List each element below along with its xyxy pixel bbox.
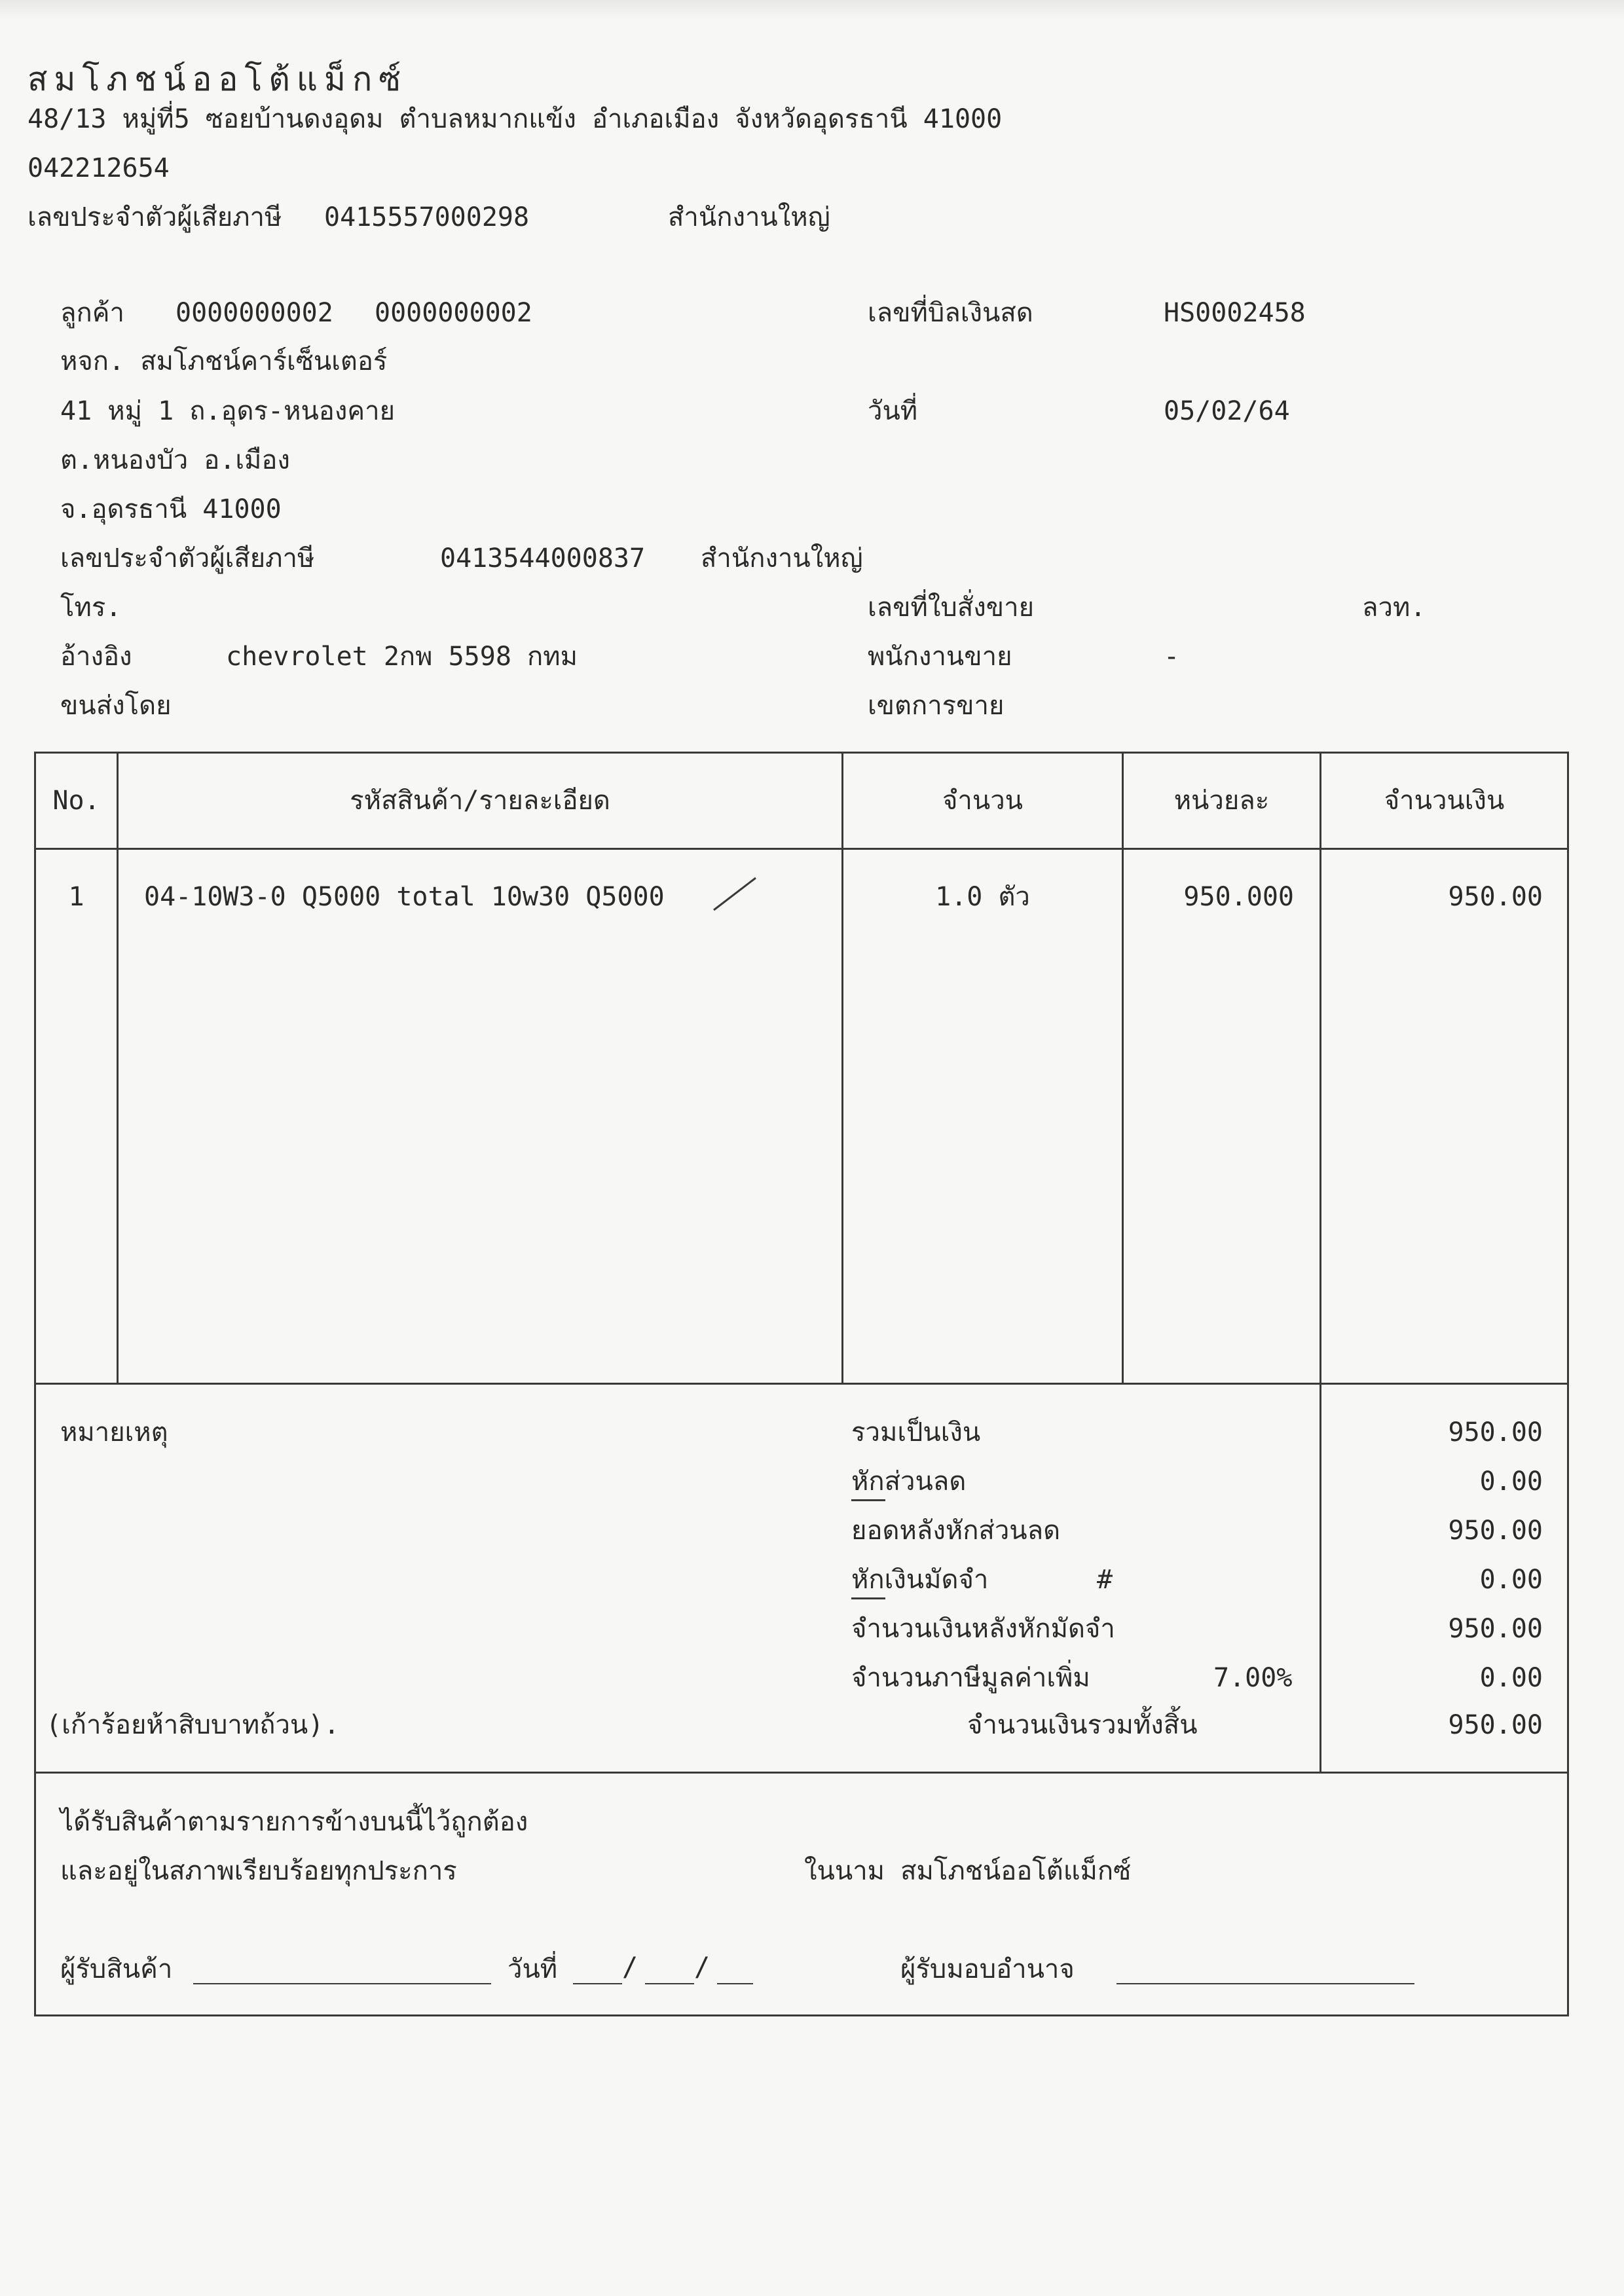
invoice-date-label: วันที่	[868, 396, 918, 426]
subtotal-label: รวมเป็นเงิน	[851, 1417, 981, 1448]
date-slash-1: /	[622, 1952, 638, 1982]
received-line-2: และอยู่ในสภาพเรียบร้อยทุกประการ	[60, 1856, 457, 1886]
sales-area-label: เขตการขาย	[868, 691, 1005, 721]
customer-name: หจก. สมโภชน์คาร์เซ็นเตอร์	[60, 346, 388, 376]
grand-total-value: 950.00	[1448, 1710, 1543, 1740]
received-line-1: ได้รับสินค้าตามรายการข้างบนนี้ไว้ถูกต้อง	[60, 1807, 528, 1837]
customer-label: ลูกค้า	[60, 298, 124, 328]
vat-label: จำนวนภาษีมูลค่าเพิ่ม	[851, 1663, 1090, 1693]
company-tax-id: 0415557000298	[324, 202, 530, 232]
summary-bottom-divider	[34, 1772, 1569, 1774]
amount-in-words: (เก้าร้อยห้าสิบบาทถ้วน).	[46, 1710, 340, 1740]
date-slash-2: /	[694, 1952, 710, 1982]
receive-date-day-line	[573, 1983, 622, 1984]
on-behalf-of: ในนาม สมโภชน์ออโต้แม็กซ์	[804, 1856, 1132, 1886]
col-divider-no	[117, 752, 119, 1385]
company-address: 48/13 หมู่ที่5 ซอยบ้านดงอุดม ตำบลหมากแข้ง อำเภอเมือง จังหวัดอุดรธานี 41000	[28, 104, 1003, 134]
deposit-underline	[851, 1597, 885, 1599]
header-qty: จำนวน	[942, 786, 1024, 816]
row-desc: 04-10W3-0 Q5000 total 10w30 Q5000	[144, 882, 665, 912]
customer-code-2: 0000000002	[375, 298, 532, 328]
deposit-label: หักเงินมัดจำ	[851, 1565, 989, 1595]
discount-underline	[851, 1499, 885, 1501]
after-discount-value: 950.00	[1448, 1516, 1543, 1546]
customer-tax-id: 0413544000837	[440, 543, 646, 574]
header-no: No.	[52, 786, 100, 816]
after-deposit-value: 950.00	[1448, 1614, 1543, 1644]
scan-edge	[0, 0, 1624, 20]
bill-no: HS0002458	[1164, 298, 1306, 328]
receive-date-label: วันที่	[507, 1954, 558, 1984]
col-divider-desc	[841, 752, 843, 1385]
header-desc: รหัสสินค้า/รายละเอียด	[350, 786, 610, 816]
header-unit-price: หน่วยละ	[1173, 786, 1270, 816]
deposit-mark: #	[1097, 1565, 1113, 1595]
row-qty: 1.0 ตัว	[935, 882, 1030, 912]
remark-label: หมายเหตุ	[60, 1417, 168, 1448]
customer-address-1: 41 หมู่ 1 ถ.อุดร-หนองคาย	[60, 396, 396, 426]
customer-ship-label: ขนส่งโดย	[60, 691, 172, 721]
customer-branch: สำนักงานใหญ่	[701, 543, 863, 574]
row-amount: 950.00	[1448, 882, 1543, 912]
grand-total-label: จำนวนเงินรวมทั้งสิ้น	[967, 1710, 1198, 1740]
authorized-label: ผู้รับมอบอำนาจ	[900, 1954, 1075, 1984]
salesperson: -	[1164, 642, 1180, 672]
receiver-signature-line	[193, 1983, 491, 1984]
sales-order-suffix: ลวท.	[1362, 592, 1426, 623]
customer-ref-value: chevrolet 2กพ 5598 กทม	[226, 642, 578, 672]
receive-date-year-line	[717, 1983, 753, 1984]
company-tax-id-label: เลขประจำตัวผู้เสียภาษี	[28, 202, 282, 232]
row-unit-price: 950.000	[1183, 882, 1294, 912]
receive-date-month-line	[645, 1983, 694, 1984]
items-bottom-divider	[34, 1383, 1569, 1385]
company-name: สมโภชน์ออโต้แม็กซ์	[28, 60, 408, 98]
row-no: 1	[68, 882, 84, 912]
receiver-label: ผู้รับสินค้า	[60, 1954, 173, 1984]
header-amount: จำนวนเงิน	[1384, 786, 1505, 816]
after-discount-label: ยอดหลังหักส่วนลด	[851, 1516, 1061, 1546]
vat-rate: 7.00%	[1213, 1663, 1293, 1693]
check-mark-icon	[709, 874, 761, 913]
after-deposit-label: จำนวนเงินหลังหักมัดจำ	[851, 1614, 1115, 1644]
bill-no-label: เลขที่บิลเงินสด	[868, 298, 1033, 328]
discount-value: 0.00	[1479, 1467, 1543, 1497]
company-branch: สำนักงานใหญ่	[668, 202, 830, 232]
invoice-date: 05/02/64	[1164, 396, 1290, 426]
discount-label: หักส่วนลด	[851, 1467, 967, 1497]
customer-tax-id-label: เลขประจำตัวผู้เสียภาษี	[60, 543, 315, 574]
customer-code-1: 0000000002	[175, 298, 333, 328]
customer-ref-label: อ้างอิง	[60, 642, 132, 672]
authorized-signature-line	[1116, 1983, 1414, 1984]
deposit-value: 0.00	[1479, 1565, 1543, 1595]
vat-value: 0.00	[1479, 1663, 1543, 1693]
company-phone: 042212654	[28, 153, 170, 183]
col-divider-qty	[1122, 752, 1124, 1385]
sales-order-label: เลขที่ใบสั่งขาย	[868, 592, 1035, 623]
subtotal-value: 950.00	[1448, 1417, 1543, 1448]
header-divider	[34, 848, 1569, 850]
customer-phone-label: โทร.	[60, 592, 122, 623]
salesperson-label: พนักงานขาย	[868, 642, 1012, 672]
customer-address-2: ต.หนองบัว อ.เมือง	[60, 445, 290, 475]
customer-address-3: จ.อุดรธานี 41000	[60, 494, 282, 524]
